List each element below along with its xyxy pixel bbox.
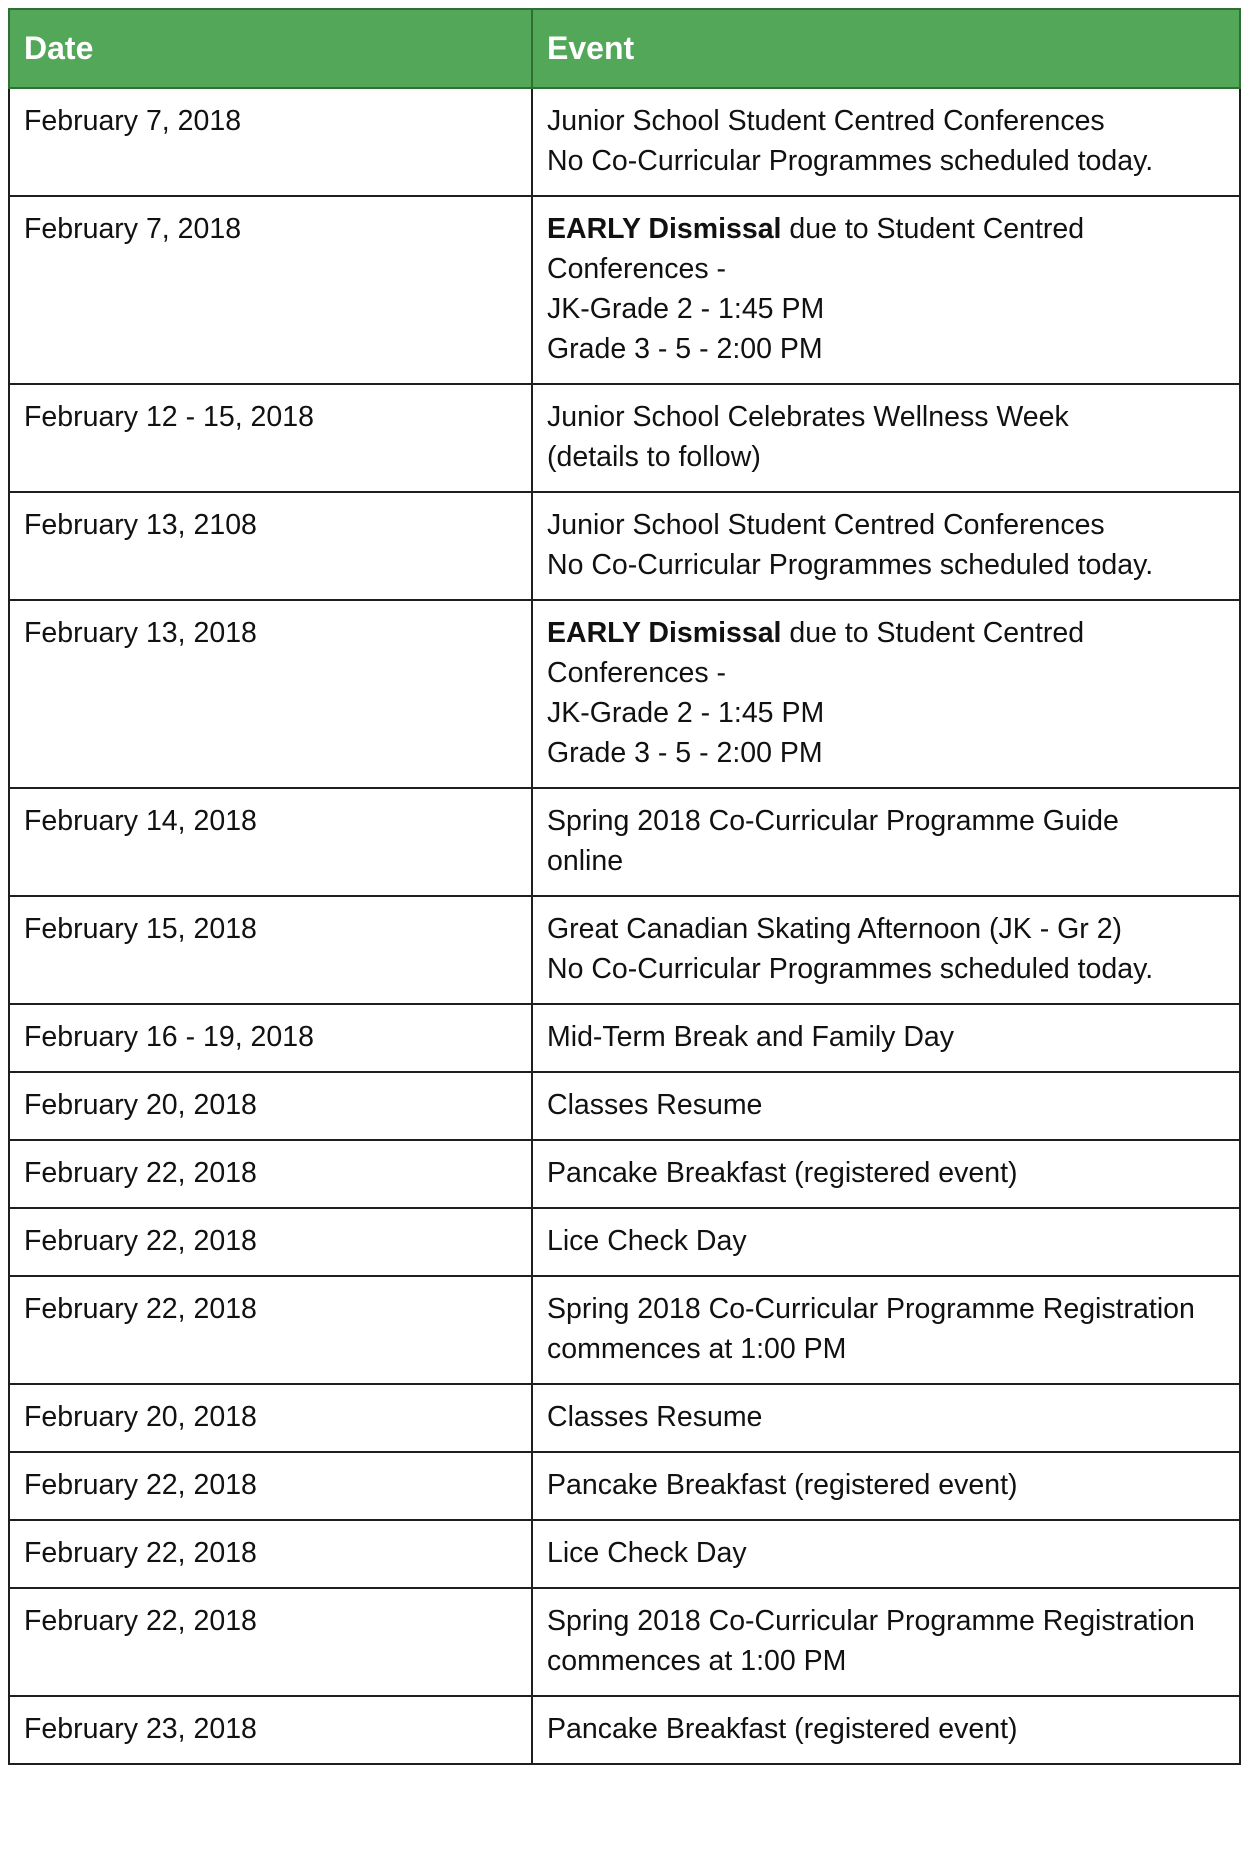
event-line [547,1465,1225,1505]
event-description [532,1140,1240,1208]
event-text: Conferences - [547,657,727,689]
event-description [532,196,1240,384]
event-description [532,1520,1240,1588]
event-date: February 20, 2018 [9,1072,532,1140]
event-date: February 22, 2018 [9,1520,532,1588]
event-line [547,1153,1225,1193]
event-line [547,329,1225,369]
event-date: February 14, 2018 [9,788,532,896]
event-date: February 22, 2018 [9,1208,532,1276]
event-date: February 22, 2018 [9,1452,532,1520]
event-text: online [547,845,624,877]
event-line [547,141,1225,181]
table-row [9,1004,1240,1072]
table-body [9,88,1240,1764]
table-row [9,1140,1240,1208]
event-text: Junior School Celebrates Wellness Week [547,401,1069,433]
event-description [532,1384,1240,1452]
event-line [547,733,1225,773]
event-line [547,209,1225,249]
event-line [547,1709,1225,1749]
table-row [9,1276,1240,1384]
event-date: February 20, 2018 [9,1384,532,1452]
event-text: due to Student Centred [781,213,1085,245]
event-line [547,1601,1225,1641]
event-date: February 7, 2018 [9,88,532,196]
event-date: February 22, 2018 [9,1276,532,1384]
event-line [547,1533,1225,1573]
event-text: Pancake Breakfast (registered event) [547,1157,1018,1189]
table-row [9,896,1240,1004]
table-row [9,1384,1240,1452]
table-header-row [9,9,1240,88]
event-date: February 23, 2018 [9,1696,532,1764]
event-text: due to Student Centred [781,617,1085,649]
event-text: JK-Grade 2 - 1:45 PM [547,293,825,325]
event-description [532,1588,1240,1696]
event-text: Spring 2018 Co-Curricular Programme Guide [547,805,1119,837]
event-text: No Co-Curricular Programmes scheduled today. [547,953,1154,985]
table-row [9,1452,1240,1520]
table-row [9,384,1240,492]
table-row [9,1072,1240,1140]
event-emphasis: EARLY Dismissal [547,617,782,649]
event-text: commences at 1:00 PM [547,1333,847,1365]
event-text: Great Canadian Skating Afternoon (JK - Gr 2) [547,913,1123,945]
event-description [532,1208,1240,1276]
event-text: No Co-Curricular Programmes scheduled today. [547,549,1154,581]
event-line [547,545,1225,585]
events-table [8,8,1241,1765]
event-emphasis: EARLY Dismissal [547,213,782,245]
event-line [547,397,1225,437]
event-line [547,249,1225,289]
event-line [547,1221,1225,1261]
event-text: Junior School Student Centred Conferences [547,105,1105,137]
event-text: No Co-Curricular Programmes scheduled today. [547,145,1154,177]
event-line [547,1017,1225,1057]
event-text: (details to follow) [547,441,761,473]
event-text: Mid-Term Break and Family Day [547,1021,955,1053]
event-text: Classes Resume [547,1089,763,1121]
table-row [9,88,1240,196]
event-text: Grade 3 - 5 - 2:00 PM [547,333,823,365]
event-line [547,949,1225,989]
event-column-header: Event [532,9,1240,88]
events-calendar [8,8,1239,1765]
event-description [532,1004,1240,1072]
event-description [532,1072,1240,1140]
event-line [547,613,1225,653]
event-line [547,505,1225,545]
table-row [9,1208,1240,1276]
event-text: Spring 2018 Co-Curricular Programme Registration [547,1293,1195,1325]
event-text: Conferences - [547,253,727,285]
event-description [532,788,1240,896]
event-date: February 22, 2018 [9,1140,532,1208]
event-text: Lice Check Day [547,1537,747,1569]
event-date: February 22, 2018 [9,1588,532,1696]
event-date: February 7, 2018 [9,196,532,384]
event-text: Spring 2018 Co-Curricular Programme Registration [547,1605,1195,1637]
event-text: commences at 1:00 PM [547,1645,847,1677]
table-row [9,600,1240,788]
event-line [547,1329,1225,1369]
event-text: Pancake Breakfast (registered event) [547,1469,1018,1501]
table-row [9,1696,1240,1764]
event-text: Grade 3 - 5 - 2:00 PM [547,737,823,769]
table-row [9,788,1240,896]
event-description [532,1696,1240,1764]
date-column-header: Date [9,9,532,88]
event-description [532,896,1240,1004]
event-line [547,693,1225,733]
event-line [547,1289,1225,1329]
table-row [9,196,1240,384]
event-line [547,1397,1225,1437]
event-line [547,653,1225,693]
event-date: February 12 - 15, 2018 [9,384,532,492]
event-text: Pancake Breakfast (registered event) [547,1713,1018,1745]
event-line [547,1085,1225,1125]
event-description [532,492,1240,600]
event-date: February 16 - 19, 2018 [9,1004,532,1072]
event-text: Classes Resume [547,1401,763,1433]
event-description [532,600,1240,788]
event-text: Lice Check Day [547,1225,747,1257]
event-line [547,289,1225,329]
event-date: February 13, 2018 [9,600,532,788]
event-description [532,384,1240,492]
table-row [9,492,1240,600]
event-date: February 13, 2108 [9,492,532,600]
event-text: Junior School Student Centred Conferences [547,509,1105,541]
event-line [547,1641,1225,1681]
event-line [547,841,1225,881]
event-line [547,801,1225,841]
event-line [547,909,1225,949]
event-description [532,88,1240,196]
table-row [9,1520,1240,1588]
event-description [532,1452,1240,1520]
table-row [9,1588,1240,1696]
event-description [532,1276,1240,1384]
event-line [547,437,1225,477]
event-date: February 15, 2018 [9,896,532,1004]
event-line [547,101,1225,141]
event-text: JK-Grade 2 - 1:45 PM [547,697,825,729]
